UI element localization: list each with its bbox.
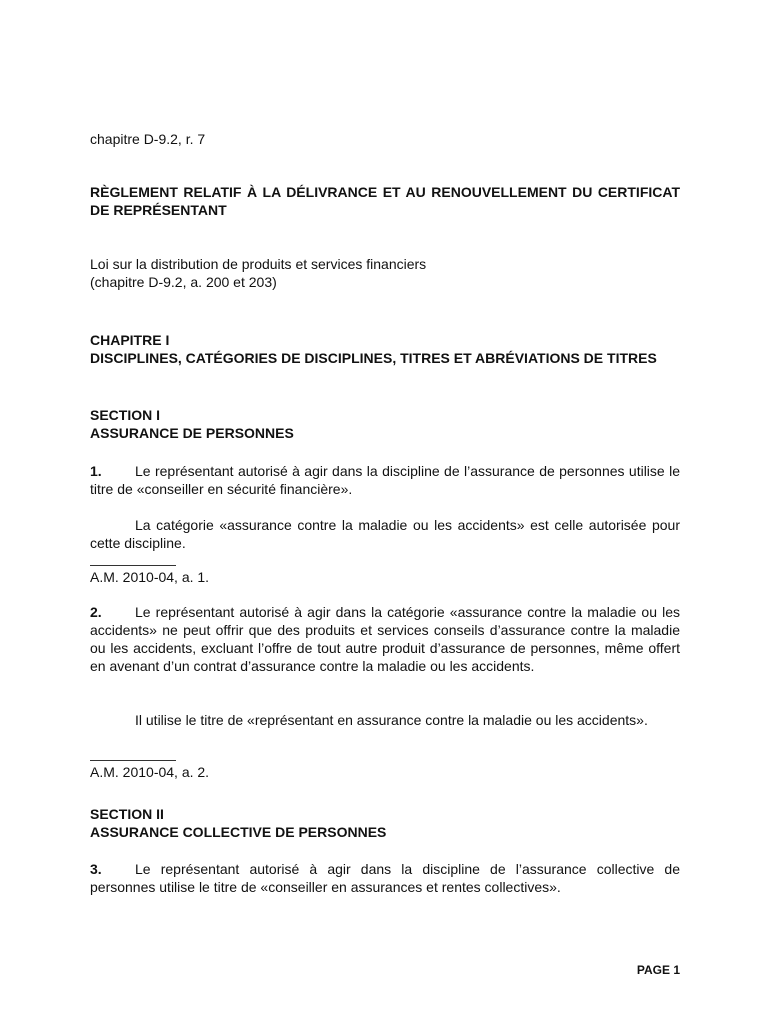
reference-divider (90, 760, 176, 761)
article-1-paragraph-1 (90, 462, 680, 498)
page-number: PAGE 1 (636, 963, 680, 977)
article-2-paragraph-1 (90, 603, 680, 675)
article-1-text: Le représentant autorisé à agir dans la discipline de l’assurance de personnes utilise le titre de «conseiller en sécurité financière». (90, 463, 680, 497)
article-1-source: A.M. 2010-04, a. 1. (90, 569, 210, 585)
article-3-text: Le représentant autorisé à agir dans la discipline de l’assurance collective de personnes utilise le titre de «conseiller en assurances et rentes collectives». (90, 861, 680, 895)
chapter-title: DISCIPLINES, CATÉGORIES DE DISCIPLINES, TITRES ET ABRÉVIATIONS DE TITRES (90, 350, 657, 366)
article-1-paragraph-2: La catégorie «assurance contre la maladie ou les accidents» est celle autorisée pour cette discipline. (90, 517, 680, 551)
section-2-heading: SECTION II (90, 806, 164, 822)
reference-divider (90, 565, 176, 566)
document-page (90, 0, 680, 1024)
law-name: Loi sur la distribution de produits et services financiers (90, 256, 427, 272)
article-2-text: Le représentant autorisé à agir dans la catégorie «assurance contre la maladie ou les accidents» ne peut offrir que des produits et services conseils d’assurance contre la maladie ou les accidents, excluant l’offre de tout autre produit d’assurance de personnes, même offert en avenant d’un contrat d’assurance contre la maladie ou les accidents. (90, 604, 680, 674)
section-1-heading: SECTION I (90, 407, 161, 423)
article-3-paragraph-1 (90, 860, 680, 896)
section-2-title: ASSURANCE COLLECTIVE DE PERSONNES (90, 824, 387, 840)
article-1-number: 1. (90, 463, 102, 479)
chapter-heading: CHAPITRE I (90, 332, 170, 348)
law-reference: (chapitre D-9.2, a. 200 et 203) (90, 274, 277, 290)
article-3-number: 3. (90, 861, 102, 877)
article-2-source: A.M. 2010-04, a. 2. (90, 764, 210, 780)
regulation-title: RÈGLEMENT RELATIF À LA DÉLIVRANCE ET AU RENOUVELLEMENT DU CERTIFICAT DE REPRÉSENTANT (90, 184, 680, 218)
article-2-number: 2. (90, 604, 102, 620)
section-1-title: ASSURANCE DE PERSONNES (90, 425, 294, 441)
chapter-reference: chapitre D-9.2, r. 7 (90, 131, 206, 147)
article-2-paragraph-2: Il utilise le titre de «représentant en assurance contre la maladie ou les accidents». (135, 712, 648, 728)
